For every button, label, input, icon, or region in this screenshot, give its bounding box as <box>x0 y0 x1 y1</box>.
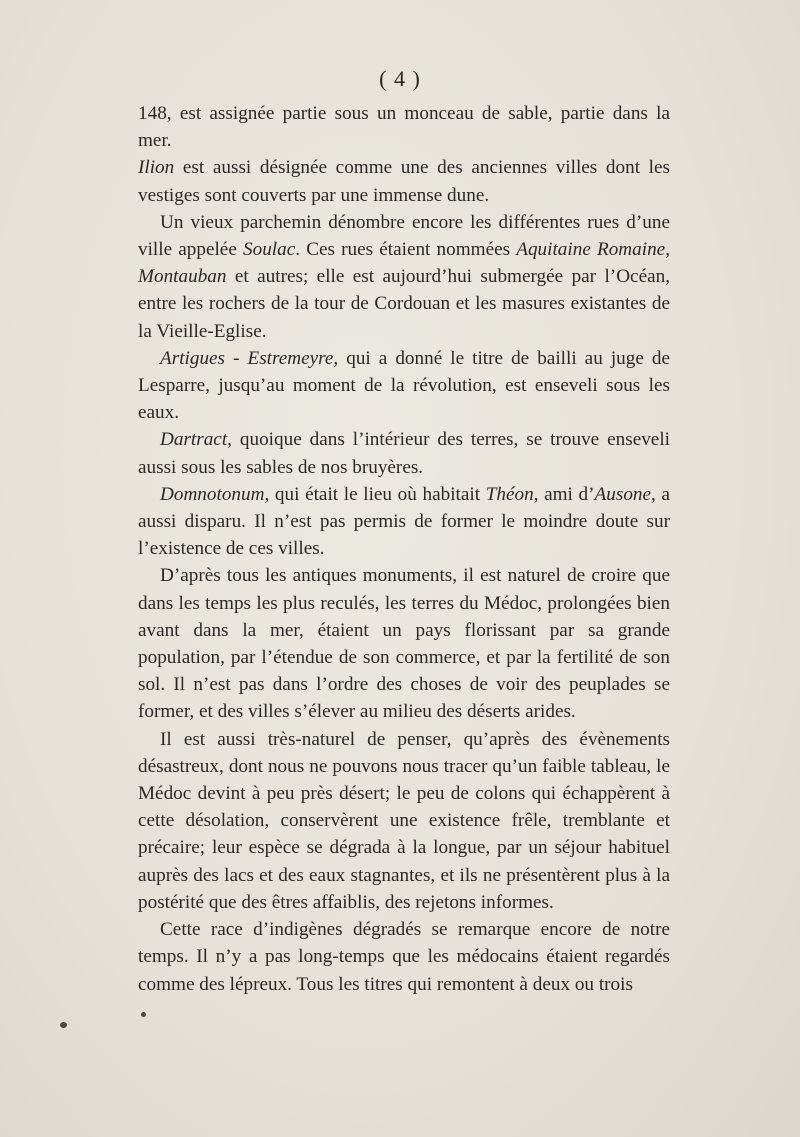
text-run: et autres; elle est aujourd’hui submergée par l’Océan, entre les rochers de la tour de Cordouan et les masures existantes de la Vieille-Eglise. <box>138 266 670 342</box>
text-run: , qui était le lieu où habitait <box>264 483 486 505</box>
text-run: , qui a donné le titre de bailli au juge de Lesparre, jusqu’au moment de la révolution, est enseveli sous les eaux. <box>138 347 670 424</box>
paragraph <box>138 100 670 154</box>
page-number: ( 4 ) <box>379 66 421 91</box>
italic-text: Artigues - Estremeyre <box>160 347 334 369</box>
text-run: , quoique dans l’intérieur des terres, se trouve enseveli aussi sous les sables de nos bruyères. <box>138 429 670 478</box>
italic-text: Ausone <box>594 483 652 505</box>
text-run: Il est aussi très-naturel de penser, qu’après des évènements désastreux, dont nous ne pouvons nous tracer qu’un faible tableau, le Médoc devint à peu près désert; le peu de colons qui échappèrent à cette désolation, conservèrent une existence frêle, tremblante et précaire; leur espèce se dégrada à la longue, par un séjour habituel auprès des lacs et des eaux stagnantes, et ils ne présentèrent plus à la postérité que des êtres affaiblis, des rejetons informes. <box>138 728 670 913</box>
ink-spot <box>141 1012 146 1017</box>
paragraph <box>138 916 670 998</box>
ink-spot <box>60 1022 67 1028</box>
text-run: , ami d’ <box>533 483 595 505</box>
italic-text: Soulac <box>243 239 296 261</box>
text-run: Cette race d’indigènes dégradés se remarque encore de notre temps. Il n’y a pas long-temps que les médocains étaient regardés comme des lépreux. Tous les titres qui remontent à deux ou trois <box>138 919 670 995</box>
paragraph <box>138 726 670 916</box>
text-run: D’après tous les antiques monuments, il est naturel de croire que dans les temps les plus reculés, les terres du Médoc, prolongées bien avant dans la mer, étaient un pays florissant par sa grande population, par l’étendue de son commerce, et par la fertilité de son sol. Il n’est pas dans l’ordre des choses de voir des peuplades se former, et des villes s’élever au milieu des déserts arides. <box>138 565 670 723</box>
text-run: , a aussi disparu. Il n’est pas permis de former le moindre doute sur l’existence de ces villes. <box>138 483 670 560</box>
italic-text: Dartract <box>160 429 228 451</box>
italic-text: Ilion <box>138 157 175 179</box>
body-text <box>138 100 670 998</box>
text-run: est aussi désignée comme une des anciennes villes dont les vestiges sont couverts par une immense dune. <box>138 157 670 206</box>
text-run: Un vieux parchemin dénombre encore les différentes rues d’une ville appelée <box>138 211 670 261</box>
paragraph <box>138 209 670 345</box>
paragraph <box>138 562 670 725</box>
text-run: , <box>665 239 670 261</box>
italic-text: Aquitaine Romaine <box>516 239 666 261</box>
text-run: . Ces rues étaient nommées <box>295 239 517 261</box>
paragraph <box>138 345 670 427</box>
paragraph <box>138 481 670 563</box>
italic-text: Domnotonum <box>160 483 265 505</box>
text-run: 148, est assignée partie sous un monceau de sable, partie dans la mer. <box>138 103 670 152</box>
paragraph <box>138 154 670 208</box>
italic-text: Théon <box>485 483 534 505</box>
paragraph <box>138 426 670 480</box>
italic-text: Montauban <box>138 266 227 288</box>
